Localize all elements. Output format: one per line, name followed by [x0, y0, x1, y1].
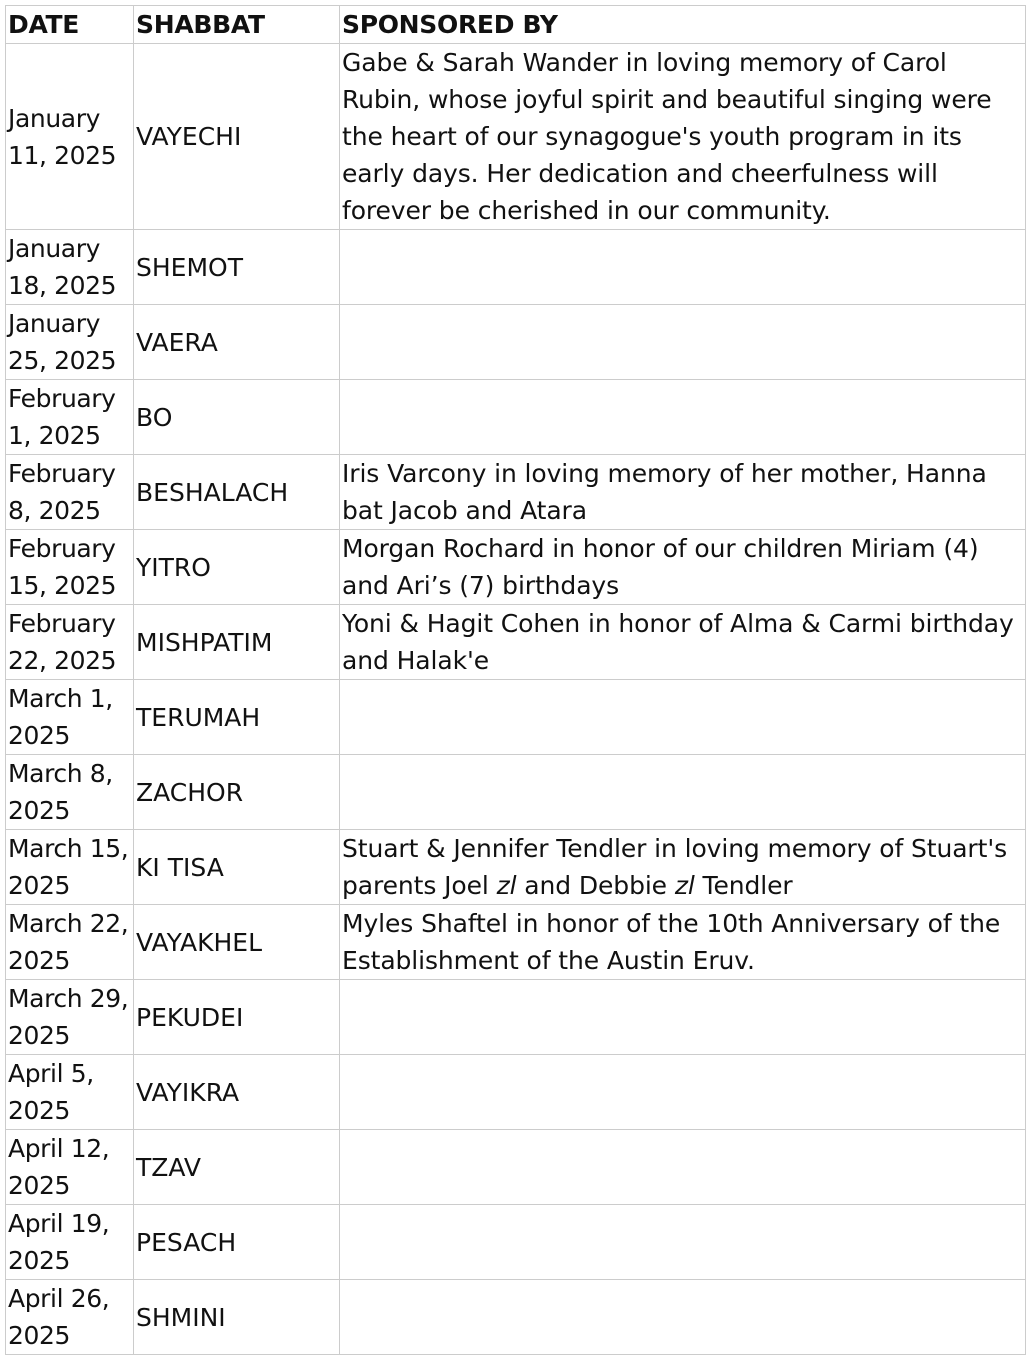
table-row [6, 980, 1026, 1055]
date-cell: February 22, 2025 [6, 605, 134, 680]
shabbat-cell: YITRO [134, 530, 340, 605]
table-row [6, 680, 1026, 755]
date-cell: March 22, 2025 [6, 905, 134, 980]
date-cell: April 19, 2025 [6, 1205, 134, 1280]
date-cell: February 1, 2025 [6, 380, 134, 455]
date-cell: January 18, 2025 [6, 230, 134, 305]
shabbat-cell: VAERA [134, 305, 340, 380]
table-row [6, 830, 1026, 905]
sponsor-cell [340, 305, 1026, 380]
table-row [6, 1055, 1026, 1130]
shabbat-cell: VAYIKRA [134, 1055, 340, 1130]
table-row [6, 1130, 1026, 1205]
shabbat-cell: TZAV [134, 1130, 340, 1205]
date-cell: January 25, 2025 [6, 305, 134, 380]
sponsor-cell [340, 755, 1026, 830]
table-row [6, 905, 1026, 980]
table-row [6, 605, 1026, 680]
sponsor-cell [340, 1055, 1026, 1130]
date-cell: March 15, 2025 [6, 830, 134, 905]
sponsor-cell [340, 980, 1026, 1055]
table-row [6, 1280, 1026, 1355]
table-row [6, 530, 1026, 605]
sponsor-text: Tendler [694, 871, 793, 900]
table-row [6, 455, 1026, 530]
date-cell: April 12, 2025 [6, 1130, 134, 1205]
sponsor-cell [340, 1280, 1026, 1355]
shabbat-cell: ZACHOR [134, 755, 340, 830]
header-row [6, 6, 1026, 44]
date-cell: March 29, 2025 [6, 980, 134, 1055]
sponsor-cell: Morgan Rochard in honor of our children Miriam (4) and Ari’s (7) birthdays [340, 530, 1026, 605]
table-row [6, 380, 1026, 455]
shabbat-cell: VAYAKHEL [134, 905, 340, 980]
sponsor-cell [340, 680, 1026, 755]
shabbat-cell: SHEMOT [134, 230, 340, 305]
sponsor-cell: Iris Varcony in loving memory of her mother, Hanna bat Jacob and Atara [340, 455, 1026, 530]
shabbat-cell: BO [134, 380, 340, 455]
shabbat-header: SHABBAT [134, 6, 340, 44]
zl-abbreviation: zl [496, 871, 517, 900]
date-cell: April 5, 2025 [6, 1055, 134, 1130]
sponsor-cell [340, 1205, 1026, 1280]
shabbat-cell: SHMINI [134, 1280, 340, 1355]
sponsor-cell: Myles Shaftel in honor of the 10th Anniversary of the Establishment of the Austin Eruv. [340, 905, 1026, 980]
shabbat-cell: KI TISA [134, 830, 340, 905]
date-cell: April 26, 2025 [6, 1280, 134, 1355]
date-cell: February 15, 2025 [6, 530, 134, 605]
date-cell: March 1, 2025 [6, 680, 134, 755]
shabbat-cell: TERUMAH [134, 680, 340, 755]
table-row [6, 230, 1026, 305]
shabbat-cell: MISHPATIM [134, 605, 340, 680]
table-row [6, 755, 1026, 830]
sponsor-cell: Yoni & Hagit Cohen in honor of Alma & Carmi birthday and Halak'e [340, 605, 1026, 680]
table-row [6, 1205, 1026, 1280]
shabbat-cell: PESACH [134, 1205, 340, 1280]
date-cell: March 8, 2025 [6, 755, 134, 830]
sponsor-cell: Gabe & Sarah Wander in loving memory of Carol Rubin, whose joyful spirit and beautiful singing were the heart of our synagogue's youth program in its early days. Her dedication and cheerfulness will forever be cherished in our community. [340, 44, 1026, 230]
sponsor-cell [340, 230, 1026, 305]
sponsor-text: Stuart & Jennifer Tendler in loving memory of Stuart's parents Joel [342, 834, 1008, 900]
shabbat-cell: BESHALACH [134, 455, 340, 530]
sponsor-cell [340, 380, 1026, 455]
sponsor-cell [340, 830, 1026, 905]
zl-abbreviation: zl [674, 871, 695, 900]
date-header: DATE [6, 6, 134, 44]
table-row [6, 44, 1026, 230]
shabbat-cell: VAYECHI [134, 44, 340, 230]
sponsorship-table [5, 5, 1026, 1355]
sponsor-cell [340, 1130, 1026, 1205]
table-row [6, 305, 1026, 380]
shabbat-cell: PEKUDEI [134, 980, 340, 1055]
sponsored-by-header: SPONSORED BY [340, 6, 1026, 44]
date-cell: February 8, 2025 [6, 455, 134, 530]
sponsor-text: and Debbie [516, 871, 675, 900]
date-cell: January 11, 2025 [6, 44, 134, 230]
